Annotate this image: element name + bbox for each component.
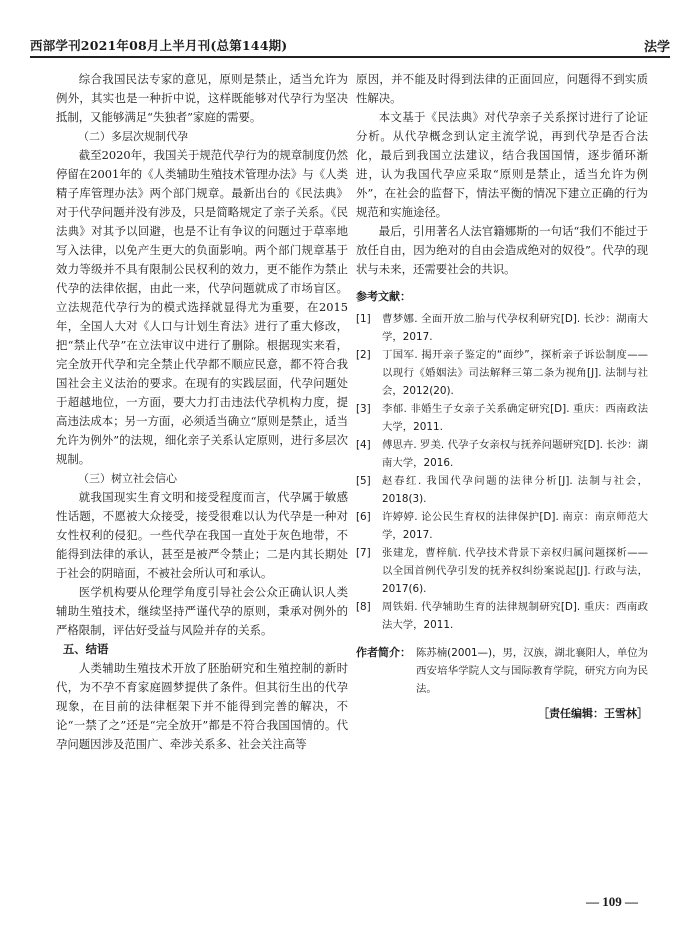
subsection-heading: （二）多层次规制代孕 bbox=[78, 130, 188, 143]
section-heading: 五、结语 bbox=[62, 642, 109, 656]
paragraph: 综合我国民法专家的意见，原则是禁止，适当允许为例外，其实也是一种折中说，这样既能够对代孕行为坚决抵制，又能够满足“失独者”家庭的需要。 bbox=[56, 72, 348, 124]
reference-text: 张建龙，曹梓航. 代孕技术背景下亲权归属问题探析——以全国首例代孕引发的抚养权纠纷案说起[J]. 行政与法，2017(6). bbox=[382, 547, 648, 595]
reference-number: [4] bbox=[356, 439, 371, 451]
reference-number: [7] bbox=[356, 547, 371, 559]
reference-text: 赵春红. 我国代孕问题的法律分析[J]. 法制与社会，2018(3). bbox=[382, 475, 648, 505]
journal-title: 西部学刊2021年08月上半月刊(总第144期) bbox=[30, 38, 288, 53]
reference-text: 傅思卉. 罗美. 代孕子女亲权与抚养问题研究[D]. 长沙：湖南大学，2016. bbox=[382, 439, 648, 469]
reference-text: 李郁. 非婚生子女亲子关系确定研究[D]. 重庆：西南政法大学，2011. bbox=[382, 403, 648, 433]
reference-item bbox=[356, 598, 648, 634]
header-rule bbox=[30, 56, 670, 58]
paragraph: 医学机构要从伦理学角度引导社会公众正确认识人类辅助生殖技术，继续坚持严谨代孕的原则，秉承对例外的严格限制，评估好受益与风险并存的关系。 bbox=[56, 585, 348, 637]
reference-number: [5] bbox=[356, 475, 371, 487]
reference-number: [2] bbox=[356, 349, 371, 361]
reference-number: [6] bbox=[356, 511, 371, 523]
reference-number: [1] bbox=[356, 313, 371, 325]
reference-text: 曹梦娜. 全面开放二胎与代孕权利研究[D]. 长沙：湖南大学，2017. bbox=[382, 313, 648, 343]
reference-text: 丁国军. 揭开亲子鉴定的“面纱”，探析亲子诉讼制度——以现行《婚姻法》司法解释三第二条为视角[J]. 法制与社会，2012(20). bbox=[382, 349, 648, 397]
author-bio bbox=[356, 644, 648, 698]
reference-item bbox=[356, 310, 648, 346]
reference-item bbox=[356, 346, 648, 400]
reference-item bbox=[356, 400, 648, 436]
paragraph: 就我国现实生育文明和接受程度而言，代孕属于敏感性话题，不愿被大众接受，接受很难以认为代孕是一种对女性权利的侵犯。一些代孕在我国一直处于灰色地带，不能得到法律的承认，甚至是被严令禁止；二是内其长期处于社会的阴暗面，不被社会所认可和承认。 bbox=[56, 490, 348, 580]
right-column bbox=[356, 70, 648, 723]
left-column bbox=[56, 70, 348, 754]
reference-number: [8] bbox=[356, 601, 371, 613]
author-label: 作者简介： bbox=[356, 646, 411, 659]
paragraph: 截至2020年，我国关于规范代孕行为的规章制度仍然停留在2001年的《人类辅助生殖技术管理办法》与《人类精子库管理办法》两个部门规章。最新出台的《民法典》对于代孕问题并没有涉及，只是简略规定了亲子关系。《民法典》对其予以回避，也是不让有争议的问题过于草率地写入法律，以免产生更大的负面影响。两个部门规章基于效力等级并不具有限制公民权利的效力，更不能作为禁止代孕的法律依据，由此一来，代孕问题就成了市场盲区。立法规范代孕行为的模式选择就显得尤为重要，在2015年，全国人大对《人口与计划生育法》进行了重大修改，把“禁止代孕”在立法审议中进行了删除。根据现实来看，完全放开代孕和完全禁止代孕都不顺应民意，都不符合我国社会主义法治的要求。在现有的实践层面，代孕问题处于超越地位，一方面，要大力打击违法代孕机构力度，提高违法成本；另一方面，必须适当确立“原则是禁止，适当允许为例外”的法规，细化亲子关系认定原则，进行多层次规制。 bbox=[56, 148, 348, 466]
reference-text: 许婷婷. 论公民生育权的法律保护[D]. 南京：南京师范大学，2017. bbox=[382, 511, 648, 541]
paragraph: 人类辅助生殖技术开放了胚胎研究和生殖控制的新时代，为不孕不育家庭圆梦提供了条件。但其衍生出的代孕现象，在目前的法律框架下并不能得到完善的解决，不论“一禁了之”还是“完全放开”都是不符合我国国情的。代孕问题因涉及范围广、牵涉关系多、社会关注高等 bbox=[56, 661, 348, 751]
author-text: 陈苏楠(2001—)，男，汉族，湖北襄阳人，单位为西安培华学院人文与国际教育学院，研究方向为民法。 bbox=[416, 647, 648, 695]
reference-item bbox=[356, 544, 648, 598]
reference-number: [3] bbox=[356, 403, 371, 415]
paragraph: 本文基于《民法典》对代孕亲子关系探讨进行了论证分析。从代孕概念到认定主流学说，再到代孕是否合法化，最后到我国立法建议，结合我国国情，逐步循环渐进，认为我国代孕应采取“原则是禁止，适当允许为例外”，在社会的监督下，情法平衡的情况下建立正确的行为规范和实施途径。 bbox=[356, 110, 648, 219]
reference-item bbox=[356, 472, 648, 508]
page-header bbox=[30, 34, 670, 56]
paragraph: 原因，并不能及时得到法律的正面回应，问题得不到实质性解决。 bbox=[356, 72, 648, 105]
paragraph: 最后，引用著名人法官籍娜斯的一句话“我们不能过于放任自由，因为绝对的自由会造成绝对的奴役”。代孕的现状与未来，还需要社会的共识。 bbox=[356, 224, 648, 276]
responsible-editor: ［责任编辑：王雪林］ bbox=[538, 707, 648, 720]
reference-text: 周铁娟. 代孕辅助生育的法律规制研究[D]. 重庆：西南政法大学，2011. bbox=[382, 601, 648, 631]
reference-item bbox=[356, 436, 648, 472]
subsection-heading: （三）树立社会信心 bbox=[78, 472, 177, 485]
section-name: 法学 bbox=[643, 40, 670, 55]
reference-item bbox=[356, 508, 648, 544]
page-number: — 109 — bbox=[586, 894, 638, 909]
references-heading: 参考文献： bbox=[356, 290, 411, 303]
